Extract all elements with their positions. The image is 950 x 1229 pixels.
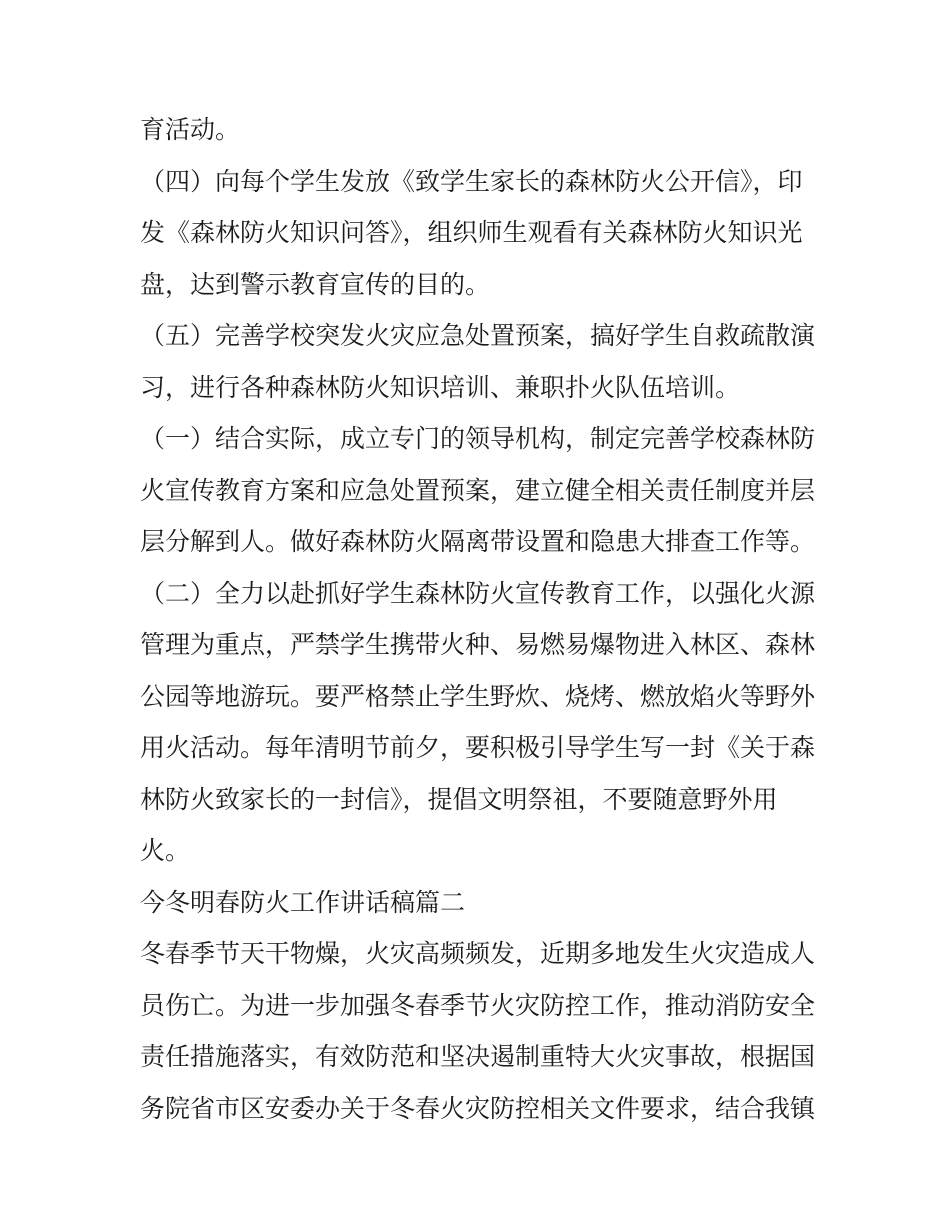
document-body [140, 104, 820, 1134]
text-line: 公园等地游玩。要严格禁止学生野炊、烧烤、燃放焰火等野外 [140, 681, 816, 711]
text-line: 林防火致家长的一封信》，提倡文明祭祖，不要随意野外用 [140, 784, 778, 814]
text-line: 管理为重点，严禁学生携带火种、易燃易爆物进入林区、森林 [140, 630, 816, 659]
text-line: 冬春季节天干物燥，火灾高频频发，近期多地发生火灾造成人 [140, 939, 816, 968]
section-heading: 今冬明春防火工作讲话稿篇二 [140, 887, 466, 917]
text-line: 责任措施落实，有效防范和坚决遏制重特大火灾事故，根据国 [140, 1042, 816, 1071]
text-line: （一）结合实际，成立专门的领导机构，制定完善学校森林防 [140, 424, 816, 453]
text-line: 务院省市区安委办关于冬春火灾防控相关文件要求，结合我镇 [140, 1093, 816, 1123]
text-line: （五）完善学校突发火灾应急处置预案，搞好学生自救疏散演 [140, 321, 816, 350]
text-line: 火宣传教育方案和应急处置预案，建立健全相关责任制度并层 [140, 475, 816, 505]
text-line: 育活动。 [140, 115, 241, 144]
text-line: 盘，达到警示教育宣传的目的。 [140, 269, 491, 299]
text-line: 火。 [140, 836, 191, 865]
text-line: （二）全力以赴抓好学生森林防火宣传教育工作，以强化火源 [140, 578, 816, 608]
text-line: 用火活动。每年清明节前夕，要积极引导学生写一封《关于森 [140, 733, 816, 762]
text-line: （四）向每个学生发放《致学生家长的森林防火公开信》，印 [140, 166, 803, 196]
text-line: 员伤亡。为进一步加强冬春季节火灾防控工作，推动消防安全 [140, 990, 816, 1020]
text-line: 层分解到人。做好森林防火隔离带设置和隐患大排查工作等。 [140, 527, 816, 556]
text-line: 发《森林防火知识问答》，组织师生观看有关森林防火知识光 [140, 218, 803, 247]
text-line: 习，进行各种森林防火知识培训、兼职扑火队伍培训。 [140, 372, 741, 402]
